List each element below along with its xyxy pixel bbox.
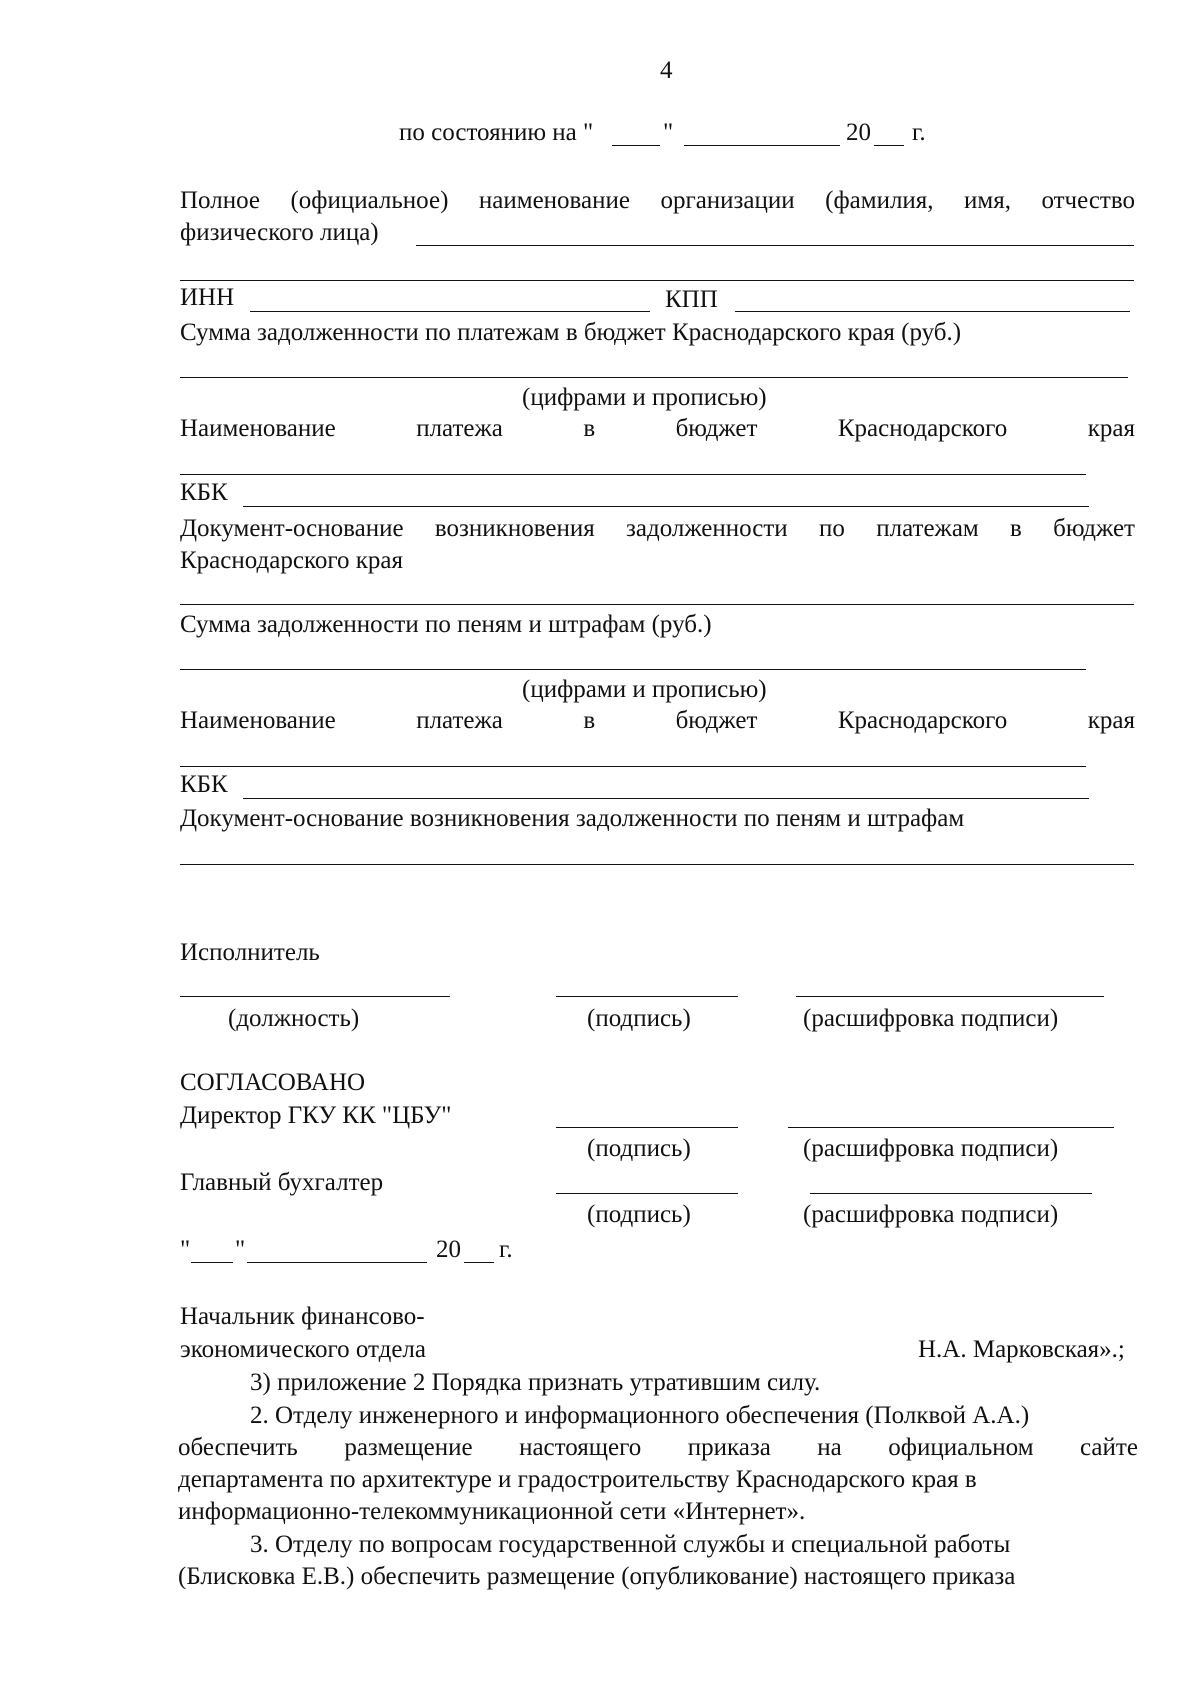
executor-title: Исполнитель: [180, 939, 320, 966]
word: организации: [660, 187, 795, 214]
page-number: 4: [660, 57, 673, 84]
inn-blank: [250, 311, 650, 312]
org-name-blank: [416, 245, 1134, 246]
approval-date-suffix: г.: [499, 1236, 513, 1263]
accountant-decode-blank: [810, 1193, 1092, 1194]
budget-basis-blank: [180, 604, 1134, 605]
director-signature-hint: (подпись): [587, 1135, 691, 1162]
word: бюджет: [675, 707, 758, 734]
word: края: [1087, 415, 1135, 442]
paragraph-2-line3: департамента по архитектуре и градостроительству Краснодарского края в: [178, 1466, 977, 1493]
word: (официальное): [290, 187, 449, 214]
date-header-suffix: г.: [912, 119, 926, 146]
word: бюджет: [675, 415, 758, 442]
budget-kbk-label: КБК: [180, 479, 228, 506]
inn-label: ИНН: [180, 284, 235, 311]
word: приказа: [687, 1434, 771, 1461]
word: бюджет: [1053, 515, 1135, 542]
org-name-label: [180, 188, 1135, 213]
approval-year-blank: [464, 1262, 494, 1263]
word: по: [819, 515, 845, 542]
budget-amount-hint: (цифрами и прописью): [522, 384, 767, 411]
accountant-signature-blank: [556, 1193, 738, 1194]
budget-amount-blank: [180, 377, 1128, 378]
approval-title: СОГЛАСОВАНО: [180, 1069, 366, 1096]
kpp-label: КПП: [665, 286, 718, 313]
penalty-debt-label: Сумма задолженности по пеням и штрафам (руб.): [180, 611, 712, 638]
director-signature-blank: [556, 1127, 738, 1128]
word: отчество: [1041, 187, 1135, 214]
approval-director: Директор ГКУ КК "ЦБУ": [180, 1102, 452, 1129]
budget-payment-blank: [180, 474, 1086, 475]
word: Полное: [180, 187, 260, 214]
accountant-decode-hint: (расшифровка подписи): [803, 1201, 1059, 1228]
word: в: [583, 415, 596, 442]
year-blank: [874, 145, 904, 146]
approval-date-close: ": [235, 1236, 246, 1263]
month-blank: [684, 145, 840, 146]
date-header-year: 20: [846, 119, 871, 146]
word: в: [1010, 515, 1022, 542]
word: размещение: [344, 1434, 473, 1461]
word: возникновения: [434, 515, 595, 542]
executor-position-blank: [180, 996, 450, 997]
executor-position-hint: (должность): [228, 1005, 360, 1032]
penalty-amount-blank: [180, 669, 1086, 670]
penalty-payment-blank: [180, 766, 1086, 767]
paragraph-3-line1: 3. Отделу по вопросам государственной службы и специальной работы: [250, 1531, 1011, 1558]
org-name-label-line2: физического лица): [180, 219, 379, 246]
penalty-kbk-blank: [243, 798, 1089, 799]
date-header-quote: ": [663, 119, 674, 146]
word: на: [817, 1434, 842, 1461]
executor-decode-blank: [796, 996, 1104, 997]
approval-date-open: ": [180, 1236, 191, 1263]
word: Краснодарского: [837, 415, 1008, 442]
word: платежа: [416, 415, 503, 442]
word: наименование: [478, 187, 630, 214]
director-decode-blank: [788, 1127, 1114, 1128]
word: (фамилия,: [825, 187, 934, 214]
penalty-payment-label: [180, 708, 1135, 733]
word: обеспечить: [178, 1434, 298, 1461]
penalty-kbk-label: КБК: [180, 771, 228, 798]
executor-decode-hint: (расшифровка подписи): [803, 1005, 1059, 1032]
word: платежа: [416, 707, 503, 734]
word: Наименование: [180, 707, 336, 734]
penalty-basis-label: Документ-основание возникновения задолженности по пеням и штрафам: [180, 805, 965, 832]
head-title-line1: Начальник финансово-: [180, 1303, 425, 1330]
word: задолженности: [626, 515, 788, 542]
paragraph-3-line2: (Блисковка Е.В.) обеспечить размещение (опубликование) настоящего приказа: [178, 1563, 1016, 1590]
org-name-blank-2: [180, 280, 1134, 281]
item-3-text: 3) приложение 2 Порядка признать утратившим силу.: [250, 1369, 821, 1396]
paragraph-2-line2: [178, 1435, 1138, 1460]
executor-signature-blank: [556, 996, 738, 997]
word: Краснодарского: [837, 707, 1008, 734]
budget-payment-label: [180, 416, 1135, 441]
head-name: Н.А. Марковская».;: [918, 1336, 1125, 1363]
approval-chief-accountant: Главный бухгалтер: [180, 1169, 384, 1196]
approval-date-year: 20: [436, 1236, 461, 1263]
head-title-line2: экономического отдела: [180, 1336, 427, 1363]
kpp-blank: [735, 311, 1130, 312]
word: края: [1087, 707, 1135, 734]
director-decode-hint: (расшифровка подписи): [803, 1135, 1059, 1162]
budget-debt-label: Сумма задолженности по платежам в бюджет Краснодарского края (руб.): [180, 319, 962, 346]
paragraph-2-line1: 2. Отделу инженерного и информационного обеспечения (Полквой А.А.): [250, 1402, 1030, 1429]
word: платежам: [876, 515, 979, 542]
approval-month-blank: [247, 1262, 427, 1263]
penalty-amount-hint: (цифрами и прописью): [522, 676, 767, 703]
word: в: [583, 707, 596, 734]
budget-basis-label: [180, 516, 1135, 541]
accountant-signature-hint: (подпись): [587, 1201, 691, 1228]
executor-signature-hint: (подпись): [587, 1005, 691, 1032]
word: настоящего: [519, 1434, 642, 1461]
word: Документ-основание: [180, 515, 404, 542]
word: Наименование: [180, 415, 336, 442]
word: имя,: [964, 187, 1011, 214]
day-blank: [612, 145, 660, 146]
word: официальном: [888, 1434, 1034, 1461]
budget-kbk-blank: [243, 506, 1089, 507]
paragraph-2-line4: информационно-телекоммуникационной сети «Интернет».: [178, 1498, 806, 1525]
approval-day-blank: [191, 1262, 233, 1263]
penalty-basis-blank: [180, 864, 1134, 865]
date-header-prefix: по состоянию на ": [399, 119, 594, 146]
word: сайте: [1080, 1434, 1138, 1461]
budget-basis-label-line2: Краснодарского края: [180, 547, 403, 574]
